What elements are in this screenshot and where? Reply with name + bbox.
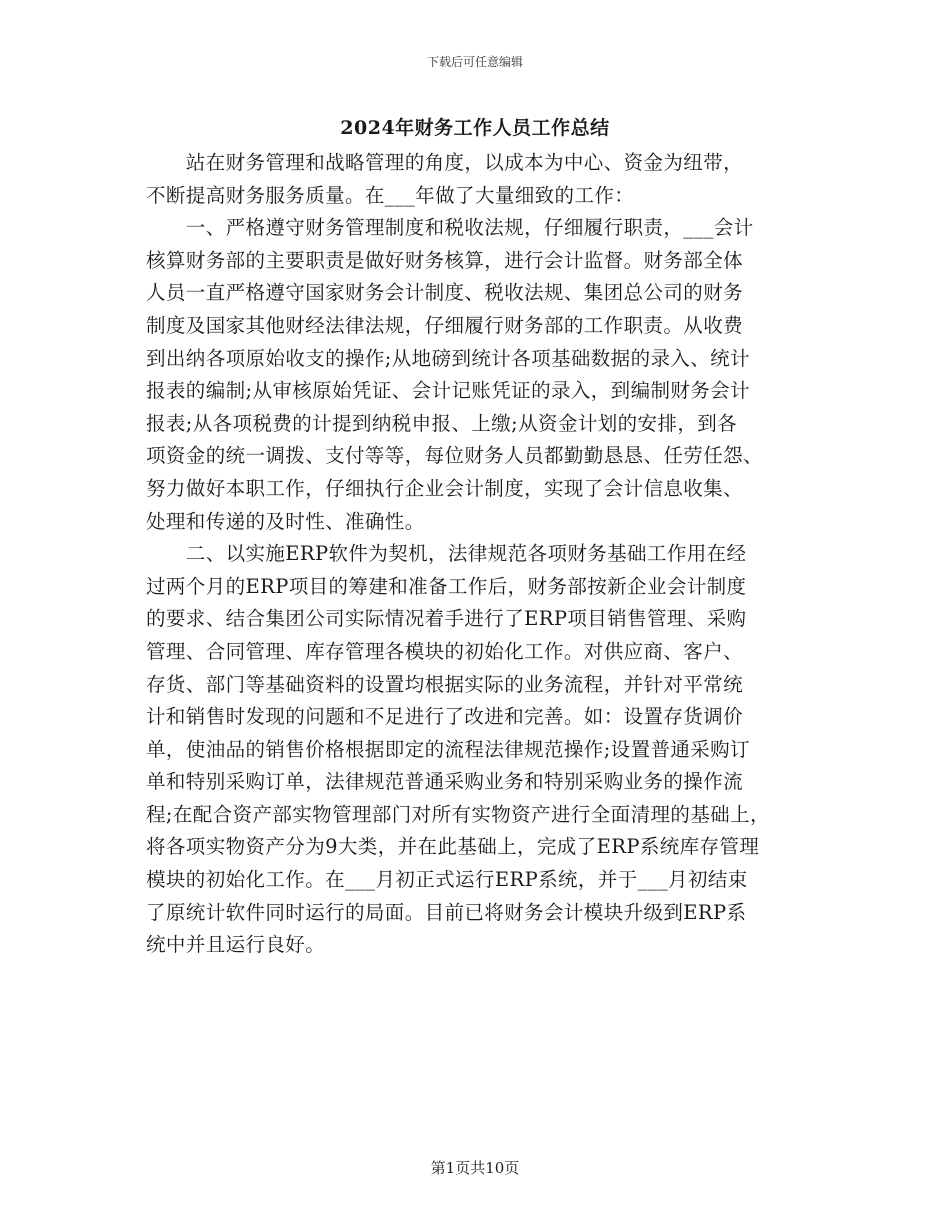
body-line: 计和销售时发现的问题和不足进行了改进和完善。如：设置存货调价 bbox=[146, 705, 744, 729]
document-title: 2024年财务工作人员工作总结 bbox=[340, 117, 610, 139]
body-line: 过两个月的ERP项目的筹建和准备工作后，财务部按新企业会计制度 bbox=[146, 574, 747, 598]
body-line: 制度及国家其他财经法律法规，仔细履行财务部的工作职责。从收费 bbox=[146, 313, 744, 337]
body-line: 单，使油品的销售价格根据即定的流程法律规范操作;设置普通采购订 bbox=[146, 737, 750, 761]
body-line: 模块的初始化工作。在___月初正式运行ERP系统，并于___月初结束 bbox=[146, 868, 748, 892]
body-line: 报表;从各项税费的计提到纳税申报、上缴;从资金计划的安排，到各 bbox=[146, 411, 738, 435]
body-line: 单和特别采购订单，法律规范普通采购业务和特别采购业务的操作流 bbox=[146, 770, 744, 794]
document-body bbox=[146, 147, 818, 962]
body-line: 人员一直严格遵守国家财务会计制度、税收法规、集团总公司的财务 bbox=[146, 281, 744, 305]
body-line: 一、严格遵守财务管理制度和税收法规，仔细履行职责，___会计 bbox=[146, 216, 754, 240]
body-line: 核算财务部的主要职责是做好财务核算，进行会计监督。财务部全体 bbox=[146, 248, 744, 272]
page-header-note: 下载后可任意编辑 bbox=[426, 55, 523, 69]
body-line: 处理和传递的及时性、准确性。 bbox=[146, 509, 425, 533]
body-line: 统中并且运行良好。 bbox=[146, 933, 326, 957]
body-line: 报表的编制;从审核原始凭证、会计记账凭证的录入，到编制财务会计 bbox=[146, 379, 750, 403]
body-line: 了原统计软件同时运行的局面。目前已将财务会计模块升级到ERP系 bbox=[146, 900, 747, 924]
body-line: 存货、部门等基础资料的设置均根据实际的业务流程，并针对平常统 bbox=[146, 672, 744, 696]
body-line: 不断提高财务服务质量。在___年做了大量细致的工作： bbox=[146, 183, 635, 207]
body-line: 程;在配合资产部实物管理部门对所有实物资产进行全面清理的基础上， bbox=[146, 802, 770, 826]
body-line: 到出纳各项原始收支的操作;从地磅到统计各项基础数据的录入、统计 bbox=[146, 346, 750, 370]
body-line: 的要求、结合集团公司实际情况着手进行了ERP项目销售管理、采购 bbox=[146, 607, 747, 631]
page-number: 第1页共10页 bbox=[430, 1159, 520, 1177]
body-line: 二、以实施ERP软件为契机，法律规范各项财务基础工作用在经 bbox=[146, 542, 747, 566]
body-line: 管理、合同管理、库存管理各模块的初始化工作。对供应商、客户、 bbox=[146, 639, 744, 663]
body-line: 项资金的统一调拨、支付等等，每位财务人员都勤勤恳恳、任劳任怨、 bbox=[146, 444, 763, 468]
body-line: 努力做好本职工作，仔细执行企业会计制度，实现了会计信息收集、 bbox=[146, 476, 744, 500]
body-line: 将各项实物资产分为9大类，并在此基础上，完成了ERP系统库存管理 bbox=[146, 835, 760, 859]
body-line: 站在财务管理和战略管理的角度，以成本为中心、资金为纽带， bbox=[146, 151, 744, 174]
